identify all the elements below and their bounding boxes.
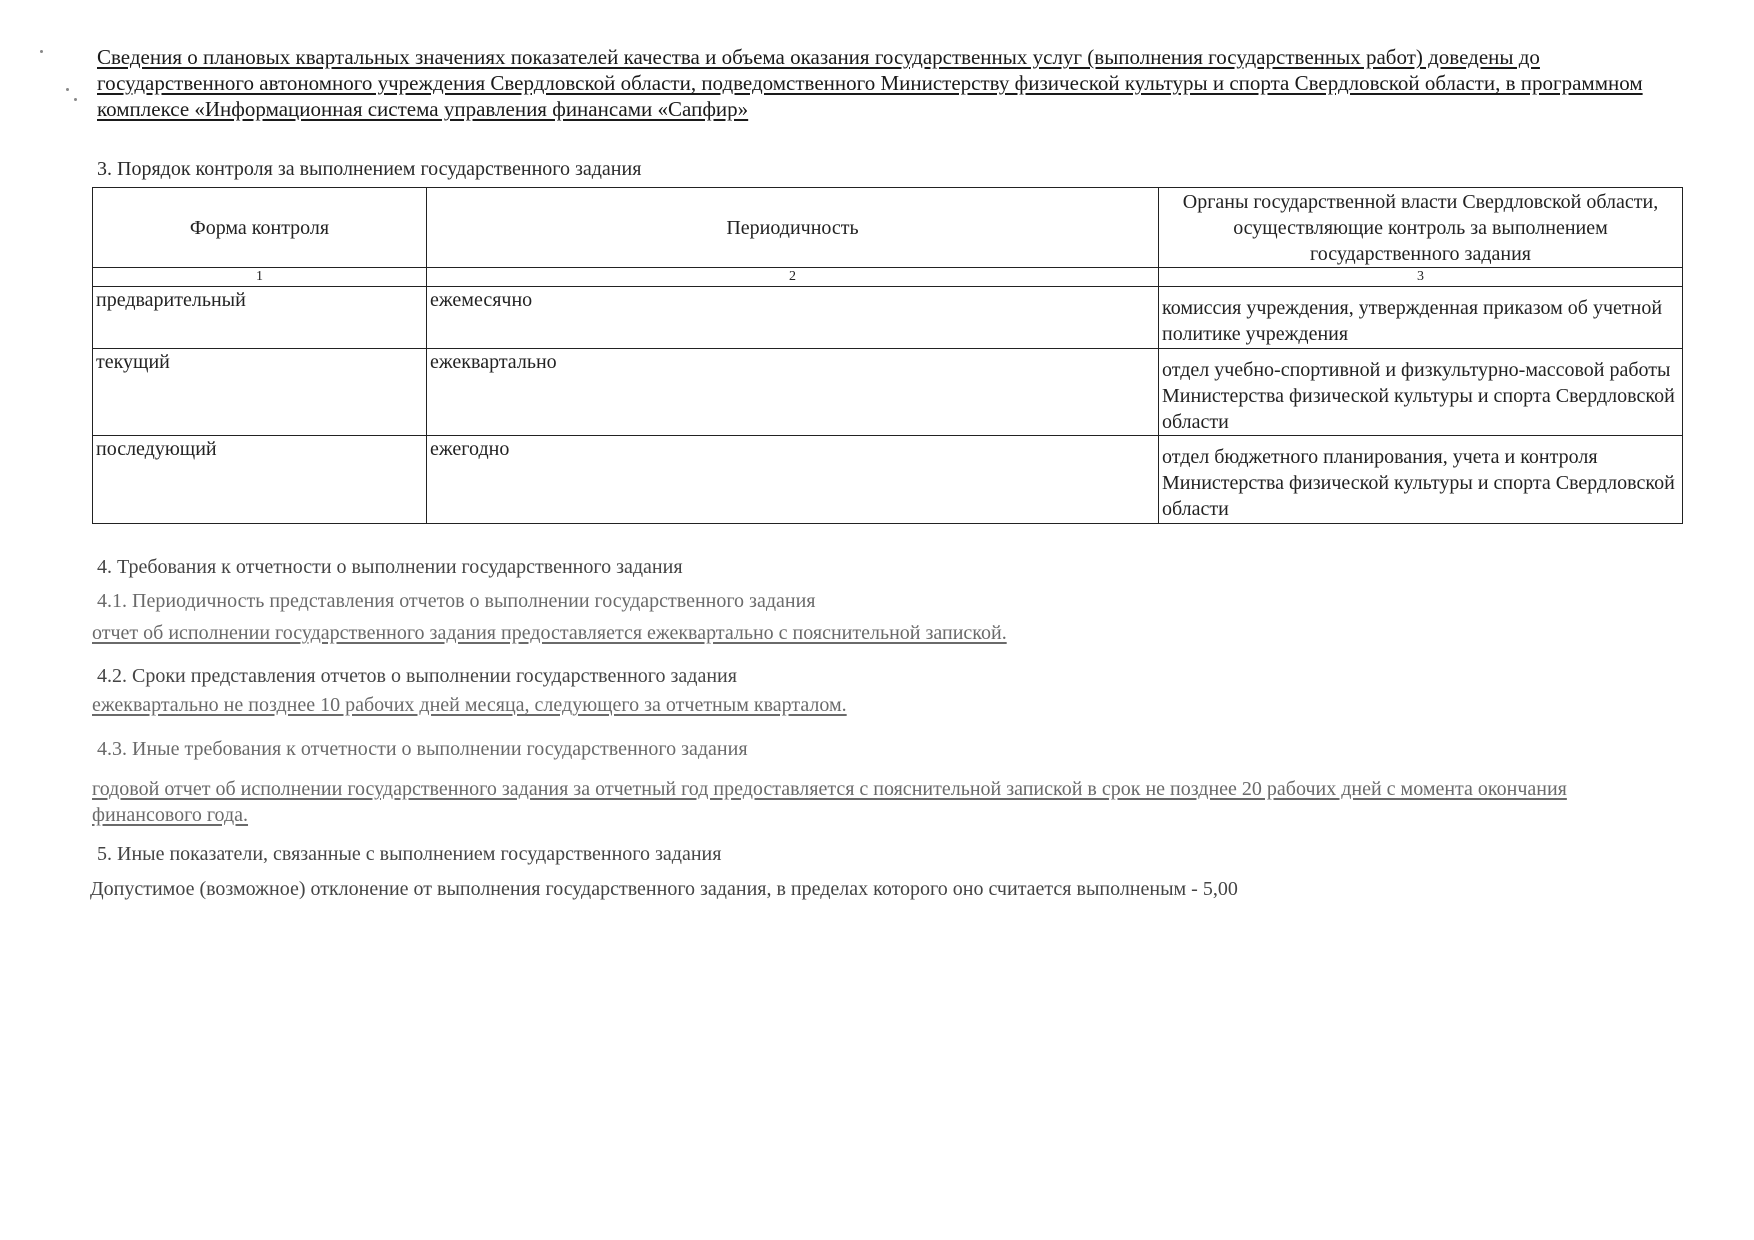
header-control-organs: Органы государственной власти Свердловской области, осуществляющие контроль за выполнением государственного задания <box>1159 188 1683 268</box>
cell-control-organ: комиссия учреждения, утвержденная приказом об учетной политике учреждения <box>1159 287 1683 349</box>
scan-speck <box>40 50 43 53</box>
cell-control-form: последующий <box>93 436 427 524</box>
control-table <box>92 187 1683 524</box>
table-column-numbers-row <box>93 268 1683 287</box>
section-3-title: 3. Порядок контроля за выполнением государственного задания <box>97 158 642 180</box>
header-periodicity: Периодичность <box>427 188 1159 268</box>
table-row <box>93 349 1683 436</box>
table-row <box>93 287 1683 349</box>
cell-periodicity: ежемесячно <box>427 287 1159 349</box>
section-4-title: 4. Требования к отчетности о выполнении государственного задания <box>97 556 683 578</box>
cell-control-organ: отдел бюджетного планирования, учета и контроля Министерства физической культуры и спорта Свердловской области <box>1159 436 1683 524</box>
column-number: 1 <box>93 268 427 287</box>
cell-control-form: текущий <box>93 349 427 436</box>
section-4-1-title: 4.1. Периодичность представления отчетов о выполнении государственного задания <box>97 590 816 612</box>
scan-speck <box>66 88 69 91</box>
section-4-1-value: отчет об исполнении государственного задания предоставляется ежеквартально с пояснительной запиской. <box>92 622 1007 644</box>
table-header-row <box>93 188 1683 268</box>
cell-control-organ: отдел учебно-спортивной и физкультурно-массовой работы Министерства физической культуры и спорта Свердловской области <box>1159 349 1683 436</box>
scan-speck <box>74 98 77 101</box>
intro-paragraph: Сведения о плановых квартальных значениях показателей качества и объема оказания государственных услуг (выполнения государственных работ) доведены до государственного автономного учреждения Свердловской области, подведомственного Министерству физической культуры и спорта Свердловской области, в программном комплексе «Информационная система управления финансами «Сапфир» <box>97 45 1643 121</box>
column-number: 2 <box>427 268 1159 287</box>
section-4-3-value: годовой отчет об исполнении государственного задания за отчетный год предоставляется с пояснительной запиской в срок не позднее 20 рабочих дней с момента окончания финансового года. <box>92 778 1567 826</box>
cell-periodicity: ежеквартально <box>427 349 1159 436</box>
section-4-2-value: ежеквартально не позднее 10 рабочих дней месяца, следующего за отчетным кварталом. <box>92 694 847 716</box>
cell-periodicity: ежегодно <box>427 436 1159 524</box>
section-5-title: 5. Иные показатели, связанные с выполнением государственного задания <box>97 843 722 865</box>
column-number: 3 <box>1159 268 1683 287</box>
header-control-form: Форма контроля <box>93 188 427 268</box>
table-row <box>93 436 1683 524</box>
section-4-2-title: 4.2. Сроки представления отчетов о выполнении государственного задания <box>97 665 737 687</box>
section-4-3-title: 4.3. Иные требования к отчетности о выполнении государственного задания <box>97 738 748 760</box>
cell-control-form: предварительный <box>93 287 427 349</box>
section-5-value: Допустимое (возможное) отклонение от выполнения государственного задания, в пределах которого оно считается выполненым - 5,00 <box>90 878 1238 900</box>
